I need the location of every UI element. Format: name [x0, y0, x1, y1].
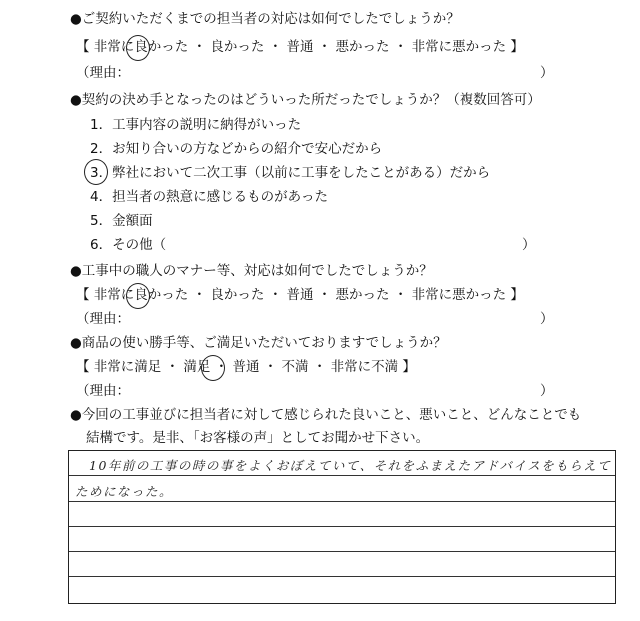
comment-rule — [69, 501, 615, 502]
q2-item-6: 6．その他（ — [90, 237, 167, 253]
comment-box[interactable] — [68, 450, 616, 604]
comment-handwritten-line1: 10年前の工事の時の事をよくおぼえていて、それをふまえたアドバイスをもらえて — [89, 458, 612, 473]
q2-item-3: 3．弊社において二次工事（以前に工事をしたことがある）だから — [90, 165, 491, 181]
q3-reason-close: ） — [540, 311, 554, 327]
q4-options[interactable]: 【 非常に満足 ・ 満足 ・ 普通 ・ 不満 ・ 非常に不満 】 — [76, 359, 416, 375]
q2-other-close: ） — [522, 237, 536, 253]
comment-rule — [69, 551, 615, 552]
q3-reason-label: （理由： — [76, 311, 130, 327]
q1-options[interactable]: 【 非常に良かった ・ 良かった ・ 普通 ・ 悪かった ・ 非常に悪かった 】 — [76, 39, 524, 55]
q2-item-1: 1．工事内容の説明に納得がいった — [90, 117, 302, 133]
q2-question: ●契約の決め手となったのはどういった所だったでしょうか？（複数回答可） — [70, 92, 541, 108]
q1-question: ●ご契約いただくまでの担当者の対応は如何でしたでしょうか？ — [70, 11, 460, 27]
q4-reason-close: ） — [540, 383, 554, 399]
q4-reason-label: （理由： — [76, 383, 130, 399]
q2-item-4: 4．担当者の熱意に感じるものがあった — [90, 189, 328, 205]
q5-question-line2: 結構です。是非、「お客様の声」としてお聞かせ下さい。 — [86, 430, 430, 446]
comment-handwritten-line2: ためになった。 — [75, 484, 174, 499]
comment-rule — [69, 576, 615, 577]
comment-rule — [69, 526, 615, 527]
q4-question: ●商品の使い勝手等、ご満足いただいておりますでしょうか？ — [70, 335, 447, 351]
q2-item-5: 5．金額面 — [90, 213, 153, 229]
q5-question-line1: ●今回の工事並びに担当者に対して感じられた良いこと、悪いこと、どんなことでも — [70, 407, 582, 423]
q3-options[interactable]: 【 非常に良かった ・ 良かった ・ 普通 ・ 悪かった ・ 非常に悪かった 】 — [76, 287, 524, 303]
comment-rule — [69, 475, 615, 476]
q3-question: ●工事中の職人のマナー等、対応は如何でしたでしょうか？ — [70, 263, 433, 279]
q2-item-2: 2．お知り合いの方などからの紹介で安心だから — [90, 141, 383, 157]
q1-reason-close: ） — [540, 65, 554, 81]
q1-reason-label: （理由： — [76, 65, 130, 81]
